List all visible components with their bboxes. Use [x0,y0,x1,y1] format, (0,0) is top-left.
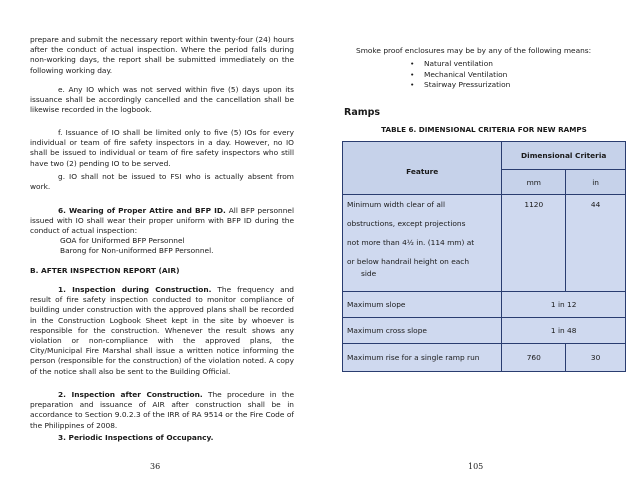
paragraph-io-absent: g. IO shall not be issued to FSI who is actually absent from work. [30,172,294,192]
row1-feature [343,195,502,292]
list-item: • Natural ventilation [410,59,510,70]
header-in: in [566,170,626,195]
paragraph-io-limit: f. Issuance of IO shall be limited only to five (5) IOs for every individual or team of fire safety inspectors in a day. However, no IO shall be issued to individual or team of fire safety inspectors who still have two (2) pending IO to be served. [30,128,294,168]
attire-goa: GOA for Uniformed BFP Personnel [60,236,185,245]
attire-heading: 6. Wearing of Proper Attire and BFP ID. [58,206,226,215]
table-row [343,318,626,344]
ramp-criteria-table [342,141,626,372]
row3-value: 1 in 48 [502,318,626,344]
row1-mm-value: 1120 [524,200,544,209]
row1-line: or below handrail height on each [347,257,470,266]
row2-value: 1 in 12 [502,292,626,318]
table-row [343,195,626,292]
after-construction-body: The procedure in the preparation and issuance of AIR after construction shall be in accordance to Section 9.0.2.3 of the IRR of RA 9514 or the Fire Code of the Philippines of 2008. [30,390,294,430]
smoke-proof-means-list [410,59,510,91]
paragraph-report-deadline: prepare and submit the necessary report within twenty-four (24) hours after the conduct of actual inspection. Where the period falls during non-working days, the report shall be submitted immediately on the following working day. [30,35,294,75]
row2-feature: Maximum slope [343,292,502,318]
row1-line: side [361,269,377,278]
row1-line: Minimum width clear of all [347,200,446,209]
smoke-proof-intro: Smoke proof enclosures may be by any of the following means: [356,46,592,55]
page-number-right: 105 [468,462,484,471]
header-mm: mm [502,170,566,195]
row4-in: 30 [566,344,626,372]
header-feature: Feature [343,142,502,195]
attire-body: All BFP personnel issued with IO shall wear their proper uniform with BFP ID during the conduct of actual inspection: [30,206,295,236]
row1-line: obstructions, except projections [347,219,466,228]
page-number-left: 36 [150,462,161,471]
table-row [343,344,626,372]
right-page [320,0,638,493]
heading-periodic-inspections: 3. Periodic Inspections of Occupancy. [58,433,214,442]
paragraph-attire [30,206,294,237]
after-construction-heading: 2. Inspection after Construction. [58,390,203,399]
header-dimensional-criteria: Dimensional Criteria [502,142,626,170]
row1-in [566,195,626,292]
table-row [343,292,626,318]
left-page [0,0,318,493]
attire-barong: Barong for Non-uniformed BFP Personnel. [60,246,214,255]
section-after-inspection-report: B. AFTER INSPECTION REPORT (AIR) [30,266,180,275]
row4-feature: Maximum rise for a single ramp run [343,344,502,372]
list-item: • Stairway Pressurization [410,80,510,91]
during-construction-body: The frequency and result of fire safety inspection conducted to monitor compliance of building under construction with the approved plans shall be recorded in the Construction Logbook Sheet kept in the site by whoever is responsible for the construction. Whenever the result shows any violation or non-compliance with the approved plans, the City/Municipal Fire Marshal shall issue a written notice informing the person (responsible for the construction) of the violation noted. A copy of the notice shall also be sent to the Building Official. [30,285,294,376]
row3-feature: Maximum cross slope [343,318,502,344]
row4-mm: 760 [502,344,566,372]
ramps-heading: Ramps [344,107,381,118]
paragraph-inspection-after-construction [30,390,294,431]
row1-in-value: 44 [590,200,601,209]
paragraph-io-cancellation: e. Any IO which was not served within five (5) days upon its issuance shall be accordingly cancelled and the cancellation shall be likewise recorded in the logbook. [30,85,294,115]
table-header-row [343,142,626,170]
during-construction-heading: 1. Inspection during Construction. [58,285,212,294]
table-title: TABLE 6. DIMENSIONAL CRITERIA FOR NEW RAMPS [381,125,587,134]
row1-mm [502,195,566,292]
list-item: • Mechanical Ventilation [410,70,510,81]
row1-line: not more than 4½ in. (114 mm) at [347,238,475,247]
paragraph-inspection-during-construction [30,285,294,377]
